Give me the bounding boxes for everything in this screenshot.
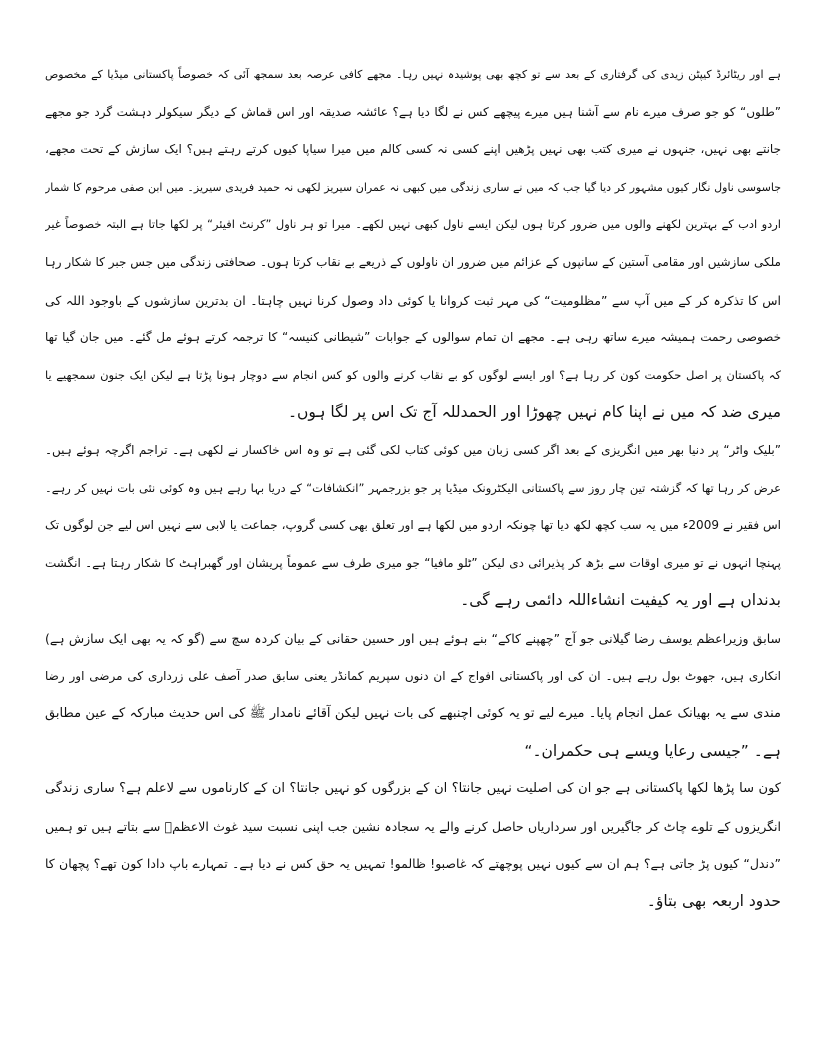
paragraph-6: [45, 770, 781, 920]
text-line: جانتے بھی نہیں، جنہوں نے میری کتب بھی نہیں پڑھیں اپنے کسی نہ کسی کالم میں میرا سیاپا کیوں کرتے رہتے ہیں؟ ایک سازش کے تحت مجھے،: [45, 142, 781, 157]
text-line: خصوصی رحمت ہمیشہ میرے ساتھ رہی ہے۔ مجھے ان تمام سوالوں کے جوابات ”شیطانی کنیسہ“ کا ترجمہ کرتے ہوئے مل گئے۔ میں جان گیا تھا: [45, 330, 781, 345]
text-line: ہے اور ریٹائرڈ کیپٹن زیدی کی گرفتاری کے بعد سے تو کچھ بھی پوشیدہ نہیں رہا۔ مجھے کافی عرصہ بعد سمجھ آئی کہ خصوصاً پاکستانی میڈیا کے مخصوص: [45, 68, 781, 81]
text-line: میری ضد کہ میں نے اپنا کام نہیں چھوڑا اور الحمدللہ آج تک اس پر لگا ہوں۔: [287, 403, 781, 422]
text-line: ”دندل“ کیوں پڑ جاتی ہے؟ ہم ان سے کیوں نہیں پوچھتے کہ غاصبو! ظالمو! تمہیں یہ حق کس نے دیا ہے۔ تمہارے باپ دادا کون تھے؟ پچھان کا: [45, 856, 781, 872]
text-line: اردو ادب کے بہترین لکھنے والوں میں ضرور کرتا ہوں لیکن ایسے ناول کبھی نہیں لکھے۔ میرا تو ہر ناول ”کرنٹ افیئر“ پر لکھا جاتا ہے البتہ خصوصاً غیر: [45, 217, 781, 232]
text-line: عرض کر رہا تھا کہ گزشتہ تین چار روز سے پاکستانی الیکٹرونک میڈیا پر جو بزرجمہر ”انکشافات“ کے دریا بہا رہے ہیں وہ کوئی نئی بات نہیں کر رہے۔: [45, 480, 781, 495]
text-line: انگریزوں کے تلوے چاٹ کر جاگیریں اور سرداریاں حاصل کرنے والے یہ سجادہ نشین جب اپنی نسبت سید غوث الاعظمؒ سے بتاتے ہیں تو ہمیں: [45, 818, 781, 834]
text-line: سابق وزیراعظم یوسف رضا گیلانی جو آج ”چھپنے کاکے“ بنے ہوئے ہیں اور حسین حقانی کے بیان کردہ سچ سے (گو کہ یہ بھی ایک سازش ہے): [45, 630, 781, 646]
paragraph-1: [45, 56, 781, 432]
text-line: ”بلیک واٹر“ پر دنیا بھر میں انگریزی کے بعد اگر کسی زبان میں کوئی کتاب لکی گئی ہے تو وہ اس خاکسار نے لکھی ہے۔ تراجم اگرچہ ہوئے ہیں۔: [45, 442, 781, 457]
paragraph-3: [45, 470, 781, 508]
text-line: ہے۔ ”جیسی رعایا ویسے ہی حکمران۔“: [524, 741, 781, 760]
text-line: ”طلوں“ کو جو صرف میرے نام سے آشنا ہیں میرے پیچھے کس نے لگا دیا ہے؟ عائشہ صدیقہ اور اس قماش کے دیگر سیکولر دہشت گرد جو مجھے: [45, 104, 781, 119]
text-line: حدود اربعہ بھی بتاؤ۔: [646, 892, 781, 911]
document-page: [45, 56, 781, 921]
paragraph-4: [45, 507, 781, 620]
text-line: انکاری ہیں، جھوٹ بول رہے ہیں۔ ان کی اور پاکستانی افواج کے ان دنوں سپریم کمانڈر یعنی سابق صدر آصف علی زرداری کی مرضی اور رضا: [45, 668, 781, 683]
text-line: مندی سے یہ بھیانک عمل انجام پایا۔ میرے لیے تو یہ کوئی اچنبھے کی بات نہیں لیکن آقائے نامدار ﷺ کی اس حدیث مبارکہ کے عین مطابق: [45, 706, 781, 722]
text-line: بدنداں ہے اور یہ کیفیت انشاءاللہ دائمی رہے گی۔: [460, 591, 781, 610]
text-line: اس فقیر نے 2009ء میں یہ سب کچھ لکھ دیا تھا چونکہ اردو میں لکھا ہے اور تعلق بھی کسی گروپ، جماعت یا لابی سے نہیں اس لیے جن لوگوں تک: [45, 518, 781, 533]
text-line: پہنچا انہوں نے تو میری اوقات سے بڑھ کر پذیرائی دی لیکن ”ٹلو مافیا“ جو میری طرف سے عموماً پریشان اور گھبراہٹ کا شکار رہتا ہے۔ انگشت: [45, 555, 781, 570]
text-line: ملکی سازشیں اور مقامی آستین کے سانپوں کے عزائم میں ضرور ان ناولوں کے ذریعے بے نقاب کرتا ہوں۔ صحافتی زندگی میں جس جبر کا شکار رہا: [45, 254, 781, 269]
paragraph-2: [45, 432, 781, 470]
text-line: کون سا پڑھا لکھا پاکستانی ہے جو ان کی اصلیت نہیں جانتا؟ ان کے بزرگوں کو نہیں جانتا؟ ان کے کارناموں سے لاعلم ہے؟ ساری زندگی: [45, 781, 781, 797]
text-line: جاسوسی ناول نگار کیوں مشہور کر دیا گیا جب کہ میں نے ساری زندگی میں کبھی نہ عمران سیریز لکھی نہ حمید فریدی سیریز۔ میں ابن صفی مرحوم کا شمار: [45, 180, 781, 194]
text-line: اس کا تذکرہ کر کے میں آپ سے ”مظلومیت“ کی مہر ثبت کروانا یا کوئی داد وصول کرنا نہیں چاہتا۔ ان بدترین سازشوں کے باوجود اللہ کی: [45, 292, 781, 308]
paragraph-5: [45, 620, 781, 770]
text-line: کہ پاکستان پر اصل حکومت کون کر رہا ہے؟ اور ایسے لوگوں کو بے نقاب کرنے والوں کو کس انجام سے دوچار ہونا پڑتا ہے لیکن ایک جنون سمجھیے یا: [45, 367, 781, 382]
